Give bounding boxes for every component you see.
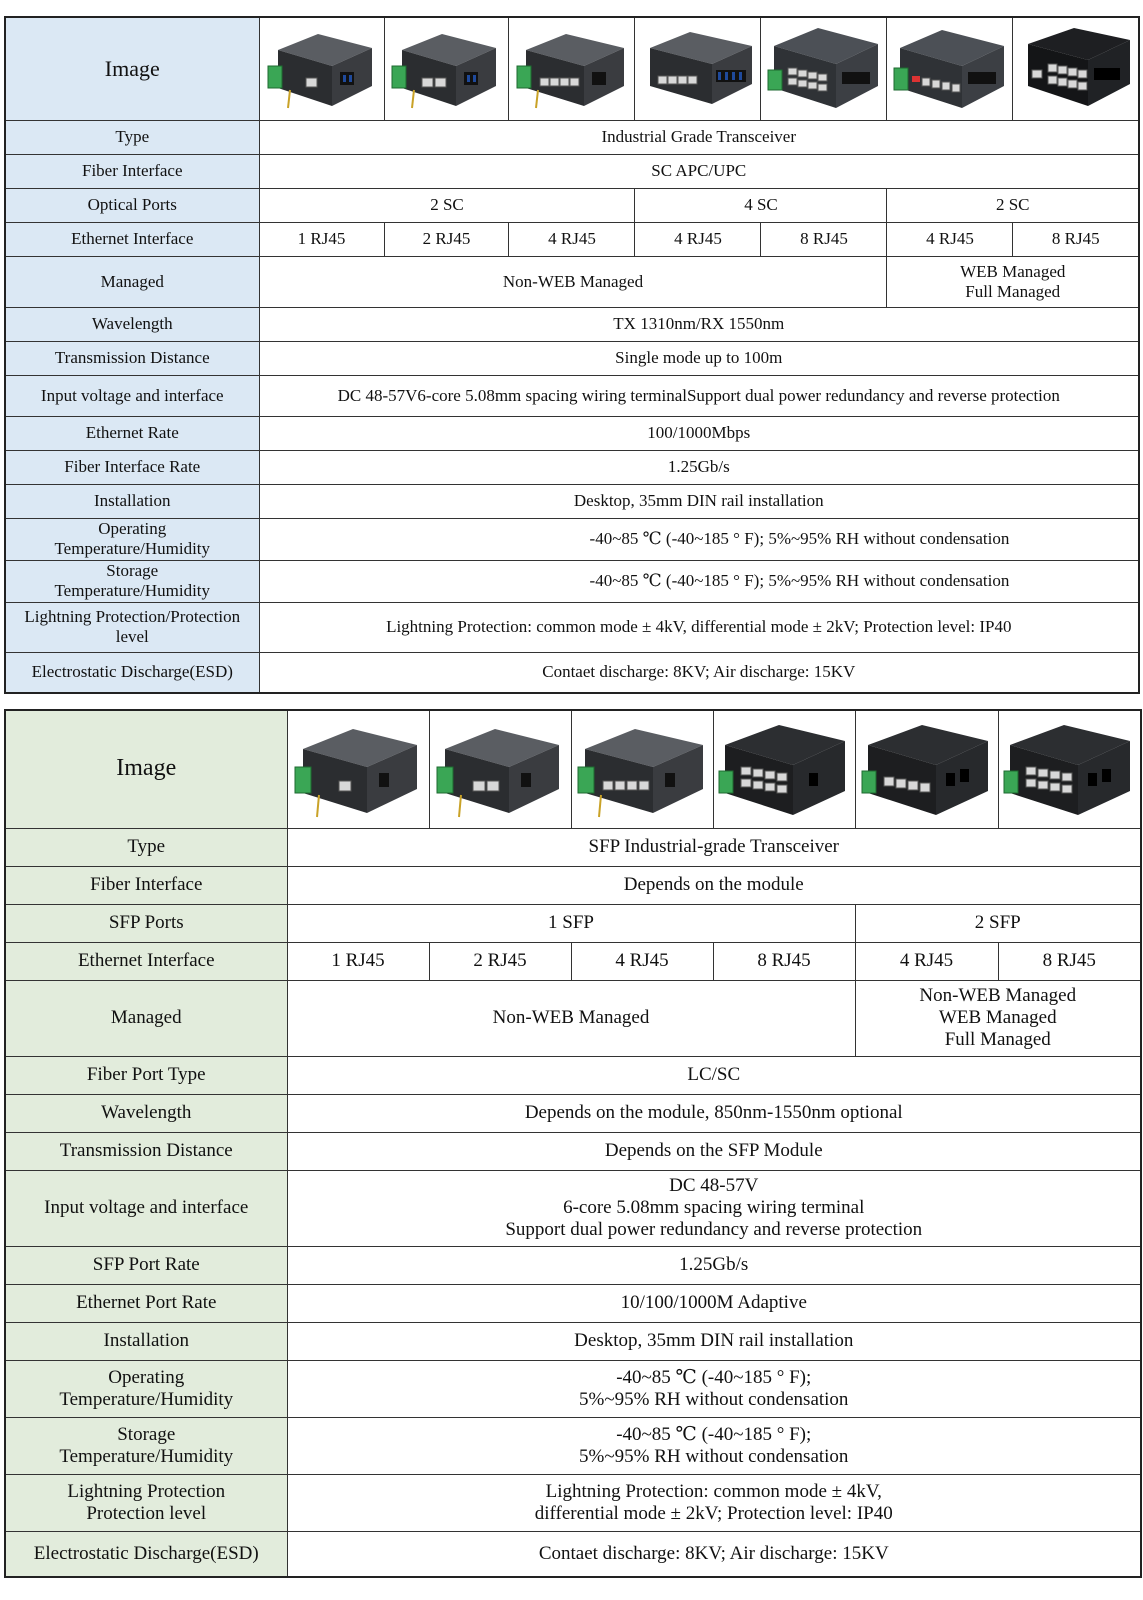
ethernet-interface-value: 4 RJ45 — [571, 942, 713, 980]
ethernet-interface-value: 8 RJ45 — [713, 942, 855, 980]
managed-value: WEB Managed Full Managed — [887, 256, 1139, 307]
ethernet-port-rate-label: Ethernet Port Rate — [5, 1284, 287, 1322]
input-voltage-label: Input voltage and interface — [5, 1170, 287, 1246]
sfp-transceiver-4rj45-2sfp-image — [860, 715, 994, 823]
fiber-port-type-value: LC/SC — [287, 1056, 1141, 1094]
operating-temp-label: Operating Temperature/Humidity — [5, 1360, 287, 1417]
input-voltage-label: Input voltage and interface — [5, 375, 259, 416]
transmission-distance-value: Single mode up to 100m — [259, 341, 1139, 375]
operating-temp-label: Operating Temperature/Humidity — [5, 518, 259, 560]
transceiver-4rj45-2sc-web-image — [892, 22, 1008, 116]
transceiver-2rj45-2sc-image — [388, 22, 504, 116]
esd-value: Contaet discharge: 8KV; Air discharge: 15KV — [259, 652, 1139, 693]
wavelength-label: Wavelength — [5, 1094, 287, 1132]
ethernet-interface-label: Ethernet Interface — [5, 942, 287, 980]
sfp-port-rate-value: 1.25Gb/s — [287, 1246, 1141, 1284]
type-value: Industrial Grade Transceiver — [259, 120, 1139, 154]
optical-ports-value: 2 SC — [259, 188, 635, 222]
operating-temp-value: -40~85 ℃ (-40~185 ° F); 5%~95% RH without condensation — [259, 518, 1139, 560]
operating-temp-value: -40~85 ℃ (-40~185 ° F); 5%~95% RH without condensation — [287, 1360, 1141, 1417]
product-image — [855, 710, 998, 828]
ethernet-interface-value: 4 RJ45 — [635, 222, 761, 256]
sfp-transceiver-8rj45-2sfp-image — [1002, 715, 1136, 823]
input-voltage-value: DC 48-57V6-core 5.08mm spacing wiring terminalSupport dual power redundancy and reverse protection — [259, 375, 1139, 416]
managed-value: Non-WEB Managed — [259, 256, 887, 307]
storage-temp-value: -40~85 ℃ (-40~185 ° F); 5%~95% RH without condensation — [287, 1417, 1141, 1474]
product-image — [998, 710, 1141, 828]
ethernet-interface-value: 2 RJ45 — [429, 942, 571, 980]
wavelength-value: TX 1310nm/RX 1550nm — [259, 307, 1139, 341]
managed-value: Non-WEB Managed — [287, 980, 855, 1056]
ethernet-interface-value: 8 RJ45 — [761, 222, 887, 256]
type-label: Type — [5, 828, 287, 866]
fiber-interface-rate-label: Fiber Interface Rate — [5, 450, 259, 484]
sfp-ports-value: 1 SFP — [287, 904, 855, 942]
managed-value: Non-WEB Managed WEB Managed Full Managed — [855, 980, 1141, 1056]
fiber-transceiver-spec-table — [4, 16, 1140, 694]
fiber-interface-label: Fiber Interface — [5, 866, 287, 904]
lightning-protection-label: Lightning Protection/Protection level — [5, 602, 259, 652]
fiber-interface-value: Depends on the module — [287, 866, 1141, 904]
optical-ports-value: 2 SC — [887, 188, 1139, 222]
wavelength-value: Depends on the module, 850nm-1550nm optional — [287, 1094, 1141, 1132]
product-image — [713, 710, 855, 828]
input-voltage-value: DC 48-57V 6-core 5.08mm spacing wiring terminal Support dual power redundancy and reverse protection — [287, 1170, 1141, 1246]
sfp-ports-value: 2 SFP — [855, 904, 1141, 942]
ethernet-rate-label: Ethernet Rate — [5, 416, 259, 450]
storage-temp-label: Storage Temperature/Humidity — [5, 1417, 287, 1474]
fiber-port-type-label: Fiber Port Type — [5, 1056, 287, 1094]
ethernet-interface-label: Ethernet Interface — [5, 222, 259, 256]
transceiver-4rj45-4sc-image — [640, 22, 756, 116]
ethernet-interface-value: 1 RJ45 — [287, 942, 429, 980]
transmission-distance-label: Transmission Distance — [5, 1132, 287, 1170]
lightning-protection-value: Lightning Protection: common mode ± 4kV, differential mode ± 2kV; Protection level: IP40 — [287, 1474, 1141, 1531]
sfp-transceiver-8rj45-image — [717, 715, 851, 823]
transceiver-8rj45-2sc-web-image — [1018, 22, 1134, 116]
ethernet-interface-value: 1 RJ45 — [259, 222, 384, 256]
esd-value: Contaet discharge: 8KV; Air discharge: 15KV — [287, 1531, 1141, 1577]
optical-ports-value: 4 SC — [635, 188, 887, 222]
sfp-transceiver-4rj45-image — [575, 715, 709, 823]
storage-temp-value: -40~85 ℃ (-40~185 ° F); 5%~95% RH without condensation — [259, 560, 1139, 602]
product-image — [761, 17, 887, 120]
managed-label: Managed — [5, 980, 287, 1056]
transceiver-1rj45-2sc-image — [264, 22, 380, 116]
sfp-transceiver-2rj45-image — [433, 715, 567, 823]
product-image — [429, 710, 571, 828]
ethernet-port-rate-value: 10/100/1000M Adaptive — [287, 1284, 1141, 1322]
sfp-port-rate-label: SFP Port Rate — [5, 1246, 287, 1284]
product-image — [1013, 17, 1139, 120]
type-label: Type — [5, 120, 259, 154]
sfp-transceiver-1rj45-image — [291, 715, 425, 823]
product-image — [509, 17, 635, 120]
installation-value: Desktop, 35mm DIN rail installation — [259, 484, 1139, 518]
esd-label: Electrostatic Discharge(ESD) — [5, 652, 259, 693]
product-image — [571, 710, 713, 828]
ethernet-rate-value: 100/1000Mbps — [259, 416, 1139, 450]
ethernet-interface-value: 2 RJ45 — [384, 222, 509, 256]
ethernet-interface-value: 4 RJ45 — [887, 222, 1013, 256]
transceiver-4rj45-2sc-image — [514, 22, 630, 116]
optical-ports-label: Optical Ports — [5, 188, 259, 222]
transceiver-8rj45-4sc-image — [766, 22, 882, 116]
image-row-label: Image — [5, 17, 259, 120]
fiber-interface-value: SC APC/UPC — [259, 154, 1139, 188]
managed-label: Managed — [5, 256, 259, 307]
lightning-protection-value: Lightning Protection: common mode ± 4kV, differential mode ± 2kV; Protection level: IP40 — [259, 602, 1139, 652]
product-image — [259, 17, 384, 120]
sfp-ports-label: SFP Ports — [5, 904, 287, 942]
product-image — [635, 17, 761, 120]
lightning-protection-label: Lightning Protection Protection level — [5, 1474, 287, 1531]
product-image — [287, 710, 429, 828]
installation-label: Installation — [5, 484, 259, 518]
wavelength-label: Wavelength — [5, 307, 259, 341]
fiber-interface-rate-value: 1.25Gb/s — [259, 450, 1139, 484]
transmission-distance-label: Transmission Distance — [5, 341, 259, 375]
ethernet-interface-value: 8 RJ45 — [998, 942, 1141, 980]
installation-value: Desktop, 35mm DIN rail installation — [287, 1322, 1141, 1360]
product-image — [887, 17, 1013, 120]
ethernet-interface-value: 8 RJ45 — [1013, 222, 1139, 256]
type-value: SFP Industrial-grade Transceiver — [287, 828, 1141, 866]
image-row-label: Image — [5, 710, 287, 828]
storage-temp-label: Storage Temperature/Humidity — [5, 560, 259, 602]
fiber-interface-label: Fiber Interface — [5, 154, 259, 188]
sfp-transceiver-spec-table — [4, 709, 1142, 1578]
installation-label: Installation — [5, 1322, 287, 1360]
product-image — [384, 17, 509, 120]
transmission-distance-value: Depends on the SFP Module — [287, 1132, 1141, 1170]
esd-label: Electrostatic Discharge(ESD) — [5, 1531, 287, 1577]
ethernet-interface-value: 4 RJ45 — [509, 222, 635, 256]
ethernet-interface-value: 4 RJ45 — [855, 942, 998, 980]
